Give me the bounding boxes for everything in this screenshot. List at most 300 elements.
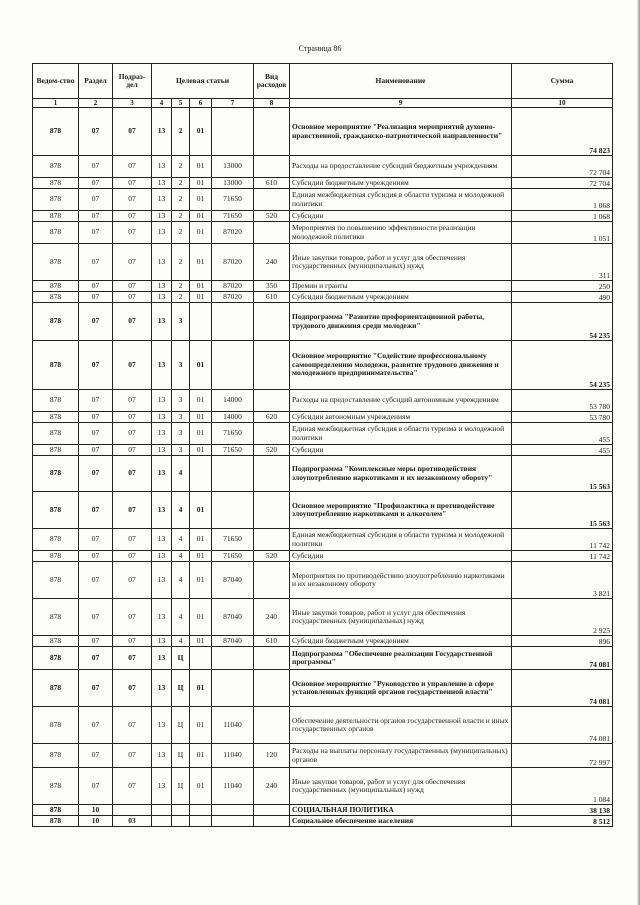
cell-naimenovanie: Единая межбюджетная субсидия в области туризма и молодежной политики: [290, 423, 512, 445]
cell-program: 13: [152, 222, 172, 244]
cell-podrazdel: 07: [113, 108, 152, 156]
cell-vedomstvo: 878: [33, 390, 79, 412]
cell-razdel: 07: [79, 456, 113, 492]
cell-vedomstvo: 878: [33, 647, 79, 670]
table-row: [33, 805, 613, 816]
cell-summa: 15 563: [512, 492, 613, 529]
cell-naimenovanie: Расходы на предоставление субсидий бюджетным учреждениям: [290, 156, 512, 178]
cell-vedomstvo: 878: [33, 816, 79, 827]
table-row: [33, 244, 613, 281]
cell-summa: 11 742: [512, 551, 613, 562]
cell-subprogram: 4: [172, 456, 190, 492]
table-row: [33, 156, 613, 178]
cell-subprogram: 2: [172, 244, 190, 281]
table-row: [33, 529, 613, 551]
cell-program: 13: [152, 768, 172, 805]
cell-vid-raskhodov: 610: [254, 636, 290, 647]
cell-vid-raskhodov: 120: [254, 744, 290, 768]
cell-vid-raskhodov: [254, 492, 290, 529]
cell-vid-raskhodov: [254, 805, 290, 816]
header-row: [33, 64, 613, 99]
cell-razdel: 07: [79, 551, 113, 562]
page-title: Страница 86: [298, 44, 342, 53]
cell-podrazdel: 07: [113, 492, 152, 529]
cell-subprogram: 4: [172, 636, 190, 647]
cell-vedomstvo: 878: [33, 768, 79, 805]
cell-subprogram: 2: [172, 189, 190, 211]
cell-naimenovanie: Основное мероприятие "Содействие профессиональному самоопределению молодежи, развитие трудового движения и молодежного предпринимательства": [290, 341, 512, 390]
cell-naimenovanie: Подпрограмма "Обеспечение реализации Государственной программы": [290, 647, 512, 670]
cell-vid-raskhodov: 350: [254, 281, 290, 292]
cell-vedomstvo: 878: [33, 456, 79, 492]
cell-summa: 74 081: [512, 647, 613, 670]
cell-program: 13: [152, 492, 172, 529]
cell-event: 01: [190, 281, 212, 292]
header-vedomstvo: Ведом-ство: [33, 64, 79, 99]
cell-vedomstvo: 878: [33, 636, 79, 647]
cell-program: 13: [152, 244, 172, 281]
cell-direction: 87020: [212, 244, 254, 281]
cell-program: 13: [152, 303, 172, 341]
cell-podrazdel: [113, 805, 152, 816]
cell-razdel: 07: [79, 423, 113, 445]
cell-subprogram: Ц: [172, 768, 190, 805]
cell-direction: 87020: [212, 281, 254, 292]
cell-podrazdel: 07: [113, 341, 152, 390]
cell-vid-raskhodov: [254, 390, 290, 412]
cell-program: [152, 805, 172, 816]
cell-naimenovanie: Единая межбюджетная субсидия в области туризма и молодежной политики: [290, 529, 512, 551]
cell-razdel: 07: [79, 647, 113, 670]
column-number: 2: [79, 99, 113, 108]
cell-podrazdel: 07: [113, 551, 152, 562]
cell-podrazdel: 07: [113, 562, 152, 599]
cell-direction: 87020: [212, 222, 254, 244]
table-body: [33, 108, 613, 827]
table-row: [33, 445, 613, 456]
cell-naimenovanie: Мероприятия по противодействию злоупотреблению наркотиками и их незаконному обороту: [290, 562, 512, 599]
column-number: 6: [190, 99, 212, 108]
cell-event: 01: [190, 156, 212, 178]
cell-program: 13: [152, 670, 172, 707]
cell-event: 01: [190, 178, 212, 189]
cell-event: 01: [190, 244, 212, 281]
cell-event: 01: [190, 744, 212, 768]
cell-summa: 15 563: [512, 456, 613, 492]
cell-subprogram: 4: [172, 551, 190, 562]
cell-vedomstvo: 878: [33, 492, 79, 529]
cell-vid-raskhodov: [254, 562, 290, 599]
cell-program: 13: [152, 744, 172, 768]
cell-program: [152, 816, 172, 827]
cell-vedomstvo: 878: [33, 292, 79, 303]
cell-razdel: 07: [79, 303, 113, 341]
cell-subprogram: 4: [172, 529, 190, 551]
cell-program: 13: [152, 156, 172, 178]
cell-podrazdel: 07: [113, 412, 152, 423]
cell-program: 13: [152, 211, 172, 222]
cell-vid-raskhodov: 610: [254, 292, 290, 303]
table-row: [33, 423, 613, 445]
cell-naimenovanie: Субсидии: [290, 551, 512, 562]
table-row: [33, 456, 613, 492]
cell-direction: [212, 816, 254, 827]
cell-program: 13: [152, 636, 172, 647]
table-row: [33, 303, 613, 341]
cell-program: 13: [152, 551, 172, 562]
cell-summa: 490: [512, 292, 613, 303]
cell-summa: 1 068: [512, 211, 613, 222]
cell-event: 01: [190, 211, 212, 222]
cell-podrazdel: 07: [113, 303, 152, 341]
cell-summa: 3 821: [512, 562, 613, 599]
cell-naimenovanie: Социальное обеспечение населения: [290, 816, 512, 827]
table-row: [33, 599, 613, 636]
cell-vid-raskhodov: 240: [254, 768, 290, 805]
cell-direction: 14000: [212, 412, 254, 423]
cell-subprogram: 3: [172, 341, 190, 390]
cell-direction: 13000: [212, 156, 254, 178]
cell-summa: 896: [512, 636, 613, 647]
cell-razdel: 07: [79, 412, 113, 423]
cell-razdel: 07: [79, 707, 113, 744]
cell-vedomstvo: 878: [33, 599, 79, 636]
cell-direction: 71650: [212, 189, 254, 211]
cell-direction: [212, 303, 254, 341]
cell-vedomstvo: 878: [33, 529, 79, 551]
cell-program: 13: [152, 189, 172, 211]
cell-event: 01: [190, 189, 212, 211]
table-row: [33, 390, 613, 412]
cell-razdel: 07: [79, 599, 113, 636]
cell-razdel: 07: [79, 156, 113, 178]
cell-podrazdel: 07: [113, 599, 152, 636]
column-number: 3: [113, 99, 152, 108]
cell-vedomstvo: 878: [33, 178, 79, 189]
cell-event: 01: [190, 636, 212, 647]
cell-vedomstvo: 878: [33, 805, 79, 816]
column-number: 9: [290, 99, 512, 108]
table-row: [33, 292, 613, 303]
cell-vedomstvo: 878: [33, 341, 79, 390]
cell-event: [190, 303, 212, 341]
cell-razdel: 07: [79, 768, 113, 805]
cell-vid-raskhodov: [254, 303, 290, 341]
table-row: [33, 816, 613, 827]
cell-summa: 74 823: [512, 108, 613, 156]
cell-event: 01: [190, 341, 212, 390]
cell-subprogram: Ц: [172, 744, 190, 768]
table-row: [33, 768, 613, 805]
table-row: [33, 744, 613, 768]
cell-program: 13: [152, 292, 172, 303]
cell-subprogram: 3: [172, 445, 190, 456]
cell-razdel: 07: [79, 211, 113, 222]
table-row: [33, 211, 613, 222]
cell-summa: 53 780: [512, 390, 613, 412]
cell-program: 13: [152, 178, 172, 189]
cell-program: 13: [152, 445, 172, 456]
cell-program: 13: [152, 707, 172, 744]
cell-vid-raskhodov: [254, 189, 290, 211]
cell-podrazdel: 07: [113, 456, 152, 492]
cell-razdel: 07: [79, 292, 113, 303]
cell-subprogram: [172, 816, 190, 827]
cell-vid-raskhodov: 610: [254, 178, 290, 189]
cell-vedomstvo: 878: [33, 551, 79, 562]
cell-program: 13: [152, 562, 172, 599]
cell-direction: [212, 341, 254, 390]
cell-direction: 11040: [212, 707, 254, 744]
cell-summa: 38 138: [512, 805, 613, 816]
cell-podrazdel: 07: [113, 281, 152, 292]
cell-razdel: 07: [79, 108, 113, 156]
cell-razdel: 07: [79, 178, 113, 189]
cell-vid-raskhodov: [254, 341, 290, 390]
cell-naimenovanie: Подпрограмма "Развитие профориентационной работы, трудового движения среди молодежи": [290, 303, 512, 341]
cell-summa: 74 081: [512, 707, 613, 744]
table-row: [33, 412, 613, 423]
cell-naimenovanie: Единая межбюджетная субсидия в области туризма и молодежной политики: [290, 189, 512, 211]
cell-vedomstvo: 878: [33, 156, 79, 178]
cell-summa: 74 081: [512, 670, 613, 707]
cell-razdel: 10: [79, 805, 113, 816]
cell-summa: 455: [512, 423, 613, 445]
cell-naimenovanie: Обеспечение деятельности органов государственной власти и иных государственных органов: [290, 707, 512, 744]
column-number: 10: [512, 99, 613, 108]
cell-podrazdel: 07: [113, 768, 152, 805]
cell-razdel: 07: [79, 390, 113, 412]
cell-naimenovanie: Субсидии бюджетным учреждениям: [290, 292, 512, 303]
cell-event: [190, 805, 212, 816]
header-tselevaya: Целевая статьи: [152, 64, 254, 99]
cell-naimenovanie: Субсидии автономным учреждениям: [290, 412, 512, 423]
cell-summa: 72 704: [512, 156, 613, 178]
table-row: [33, 707, 613, 744]
cell-naimenovanie: Основное мероприятие "Реализация мероприятий духовно-нравственной, гражданско-патриотической направленности": [290, 108, 512, 156]
cell-razdel: 07: [79, 222, 113, 244]
cell-podrazdel: 07: [113, 244, 152, 281]
cell-direction: [212, 647, 254, 670]
cell-naimenovanie: Субсидии бюджетным учреждениям: [290, 178, 512, 189]
cell-podrazdel: 07: [113, 390, 152, 412]
cell-razdel: 07: [79, 636, 113, 647]
column-number: 1: [33, 99, 79, 108]
cell-summa: 250: [512, 281, 613, 292]
cell-subprogram: 2: [172, 281, 190, 292]
cell-subprogram: Ц: [172, 707, 190, 744]
cell-podrazdel: 07: [113, 647, 152, 670]
cell-podrazdel: 07: [113, 156, 152, 178]
cell-vid-raskhodov: [254, 816, 290, 827]
table-row: [33, 562, 613, 599]
cell-event: 01: [190, 492, 212, 529]
cell-program: 13: [152, 456, 172, 492]
cell-program: 13: [152, 599, 172, 636]
cell-vid-raskhodov: [254, 529, 290, 551]
cell-vedomstvo: 878: [33, 281, 79, 292]
cell-naimenovanie: Иные закупки товаров, работ и услуг для обеспечения государственных (муниципальных) нужд: [290, 244, 512, 281]
cell-vid-raskhodov: 620: [254, 412, 290, 423]
cell-program: 13: [152, 390, 172, 412]
cell-subprogram: Ц: [172, 670, 190, 707]
cell-direction: 71650: [212, 211, 254, 222]
cell-naimenovanie: Субсидии бюджетным учреждениям: [290, 636, 512, 647]
cell-event: [190, 647, 212, 670]
cell-vedomstvo: 878: [33, 244, 79, 281]
cell-event: 01: [190, 529, 212, 551]
cell-program: 13: [152, 341, 172, 390]
cell-vid-raskhodov: 520: [254, 211, 290, 222]
cell-program: 13: [152, 423, 172, 445]
cell-summa: 54 235: [512, 341, 613, 390]
cell-direction: 71650: [212, 551, 254, 562]
table-row: [33, 341, 613, 390]
cell-subprogram: 3: [172, 390, 190, 412]
cell-vedomstvo: 878: [33, 222, 79, 244]
cell-subprogram: 2: [172, 156, 190, 178]
cell-summa: 311: [512, 244, 613, 281]
table-row: [33, 492, 613, 529]
cell-direction: [212, 456, 254, 492]
cell-vedomstvo: 878: [33, 189, 79, 211]
cell-program: 13: [152, 108, 172, 156]
column-number: 5: [172, 99, 190, 108]
cell-vedomstvo: 878: [33, 211, 79, 222]
table-row: [33, 551, 613, 562]
cell-summa: 72 704: [512, 178, 613, 189]
cell-direction: 71650: [212, 445, 254, 456]
cell-naimenovanie: Мероприятия по повышению эффективности реализации молодежной политики: [290, 222, 512, 244]
cell-razdel: 07: [79, 529, 113, 551]
cell-vid-raskhodov: [254, 670, 290, 707]
cell-podrazdel: 07: [113, 292, 152, 303]
cell-summa: 2 925: [512, 599, 613, 636]
cell-naimenovanie: Основное мероприятие "Руководство и управление в сфере установленных функций органов государственной власти": [290, 670, 512, 707]
cell-event: 01: [190, 551, 212, 562]
cell-vid-raskhodov: 240: [254, 599, 290, 636]
cell-vedomstvo: 878: [33, 412, 79, 423]
cell-program: 13: [152, 412, 172, 423]
cell-razdel: 07: [79, 341, 113, 390]
cell-direction: 13000: [212, 178, 254, 189]
header-razdel: Раздел: [79, 64, 113, 99]
cell-razdel: 07: [79, 744, 113, 768]
cell-razdel: 07: [79, 562, 113, 599]
cell-vedomstvo: 878: [33, 445, 79, 456]
cell-event: 01: [190, 670, 212, 707]
cell-direction: [212, 670, 254, 707]
cell-razdel: 07: [79, 189, 113, 211]
cell-summa: 54 235: [512, 303, 613, 341]
cell-summa: 1 051: [512, 222, 613, 244]
table-row: [33, 636, 613, 647]
cell-summa: 53 780: [512, 412, 613, 423]
cell-vid-raskhodov: 240: [254, 244, 290, 281]
cell-vid-raskhodov: [254, 423, 290, 445]
cell-vedomstvo: 878: [33, 562, 79, 599]
cell-direction: 87040: [212, 599, 254, 636]
cell-vedomstvo: 878: [33, 303, 79, 341]
cell-subprogram: 4: [172, 599, 190, 636]
cell-direction: 87020: [212, 292, 254, 303]
cell-razdel: 07: [79, 244, 113, 281]
cell-direction: 14000: [212, 390, 254, 412]
cell-vedomstvo: 878: [33, 744, 79, 768]
cell-subprogram: [172, 805, 190, 816]
table-row: [33, 281, 613, 292]
cell-naimenovanie: Подпрограмма "Комплексные меры противодействия злоупотреблению наркотиками и их незаконному обороту": [290, 456, 512, 492]
header-summa: Сумма: [512, 64, 613, 99]
cell-direction: 11040: [212, 768, 254, 805]
cell-subprogram: 4: [172, 492, 190, 529]
cell-direction: [212, 492, 254, 529]
table-row: [33, 670, 613, 707]
cell-razdel: 10: [79, 816, 113, 827]
cell-direction: [212, 108, 254, 156]
cell-podrazdel: 07: [113, 445, 152, 456]
cell-subprogram: 3: [172, 412, 190, 423]
cell-naimenovanie: Премии и гранты: [290, 281, 512, 292]
cell-summa: 455: [512, 445, 613, 456]
cell-summa: 72 997: [512, 744, 613, 768]
cell-summa: 1 084: [512, 768, 613, 805]
cell-vid-raskhodov: [254, 647, 290, 670]
cell-naimenovanie: Субсидии: [290, 211, 512, 222]
cell-vid-raskhodov: [254, 222, 290, 244]
cell-naimenovanie: СОЦИАЛЬНАЯ ПОЛИТИКА: [290, 805, 512, 816]
cell-direction: [212, 805, 254, 816]
cell-event: 01: [190, 423, 212, 445]
cell-razdel: 07: [79, 670, 113, 707]
cell-subprogram: 2: [172, 178, 190, 189]
cell-podrazdel: 07: [113, 744, 152, 768]
cell-naimenovanie: Субсидии: [290, 445, 512, 456]
cell-subprogram: 2: [172, 108, 190, 156]
cell-podrazdel: 07: [113, 423, 152, 445]
cell-event: [190, 816, 212, 827]
cell-event: 01: [190, 292, 212, 303]
cell-subprogram: Ц: [172, 647, 190, 670]
cell-direction: 87040: [212, 562, 254, 599]
cell-razdel: 07: [79, 281, 113, 292]
cell-podrazdel: 07: [113, 670, 152, 707]
cell-vid-raskhodov: [254, 707, 290, 744]
cell-direction: 11040: [212, 744, 254, 768]
cell-naimenovanie: Иные закупки товаров, работ и услуг для обеспечения государственных (муниципальных) нужд: [290, 599, 512, 636]
cell-vid-raskhodov: 520: [254, 551, 290, 562]
cell-subprogram: 2: [172, 222, 190, 244]
cell-podrazdel: 07: [113, 178, 152, 189]
cell-vedomstvo: 878: [33, 108, 79, 156]
budget-table: [32, 63, 613, 827]
cell-direction: 71650: [212, 423, 254, 445]
cell-naimenovanie: Расходы на выплаты персоналу государственных (муниципальных) органов: [290, 744, 512, 768]
cell-event: 01: [190, 412, 212, 423]
cell-program: 13: [152, 529, 172, 551]
cell-summa: 1 068: [512, 189, 613, 211]
header-naimenovanie: Наименование: [290, 64, 512, 99]
header-podrazdel: Подраз-дел: [113, 64, 152, 99]
cell-event: 01: [190, 222, 212, 244]
cell-podrazdel: 07: [113, 707, 152, 744]
cell-direction: 87040: [212, 636, 254, 647]
cell-razdel: 07: [79, 445, 113, 456]
cell-naimenovanie: Иные закупки товаров, работ и услуг для обеспечения государственных (муниципальных) нужд: [290, 768, 512, 805]
cell-program: 13: [152, 281, 172, 292]
cell-subprogram: 2: [172, 292, 190, 303]
header-vid: Вид расходов: [254, 64, 290, 99]
